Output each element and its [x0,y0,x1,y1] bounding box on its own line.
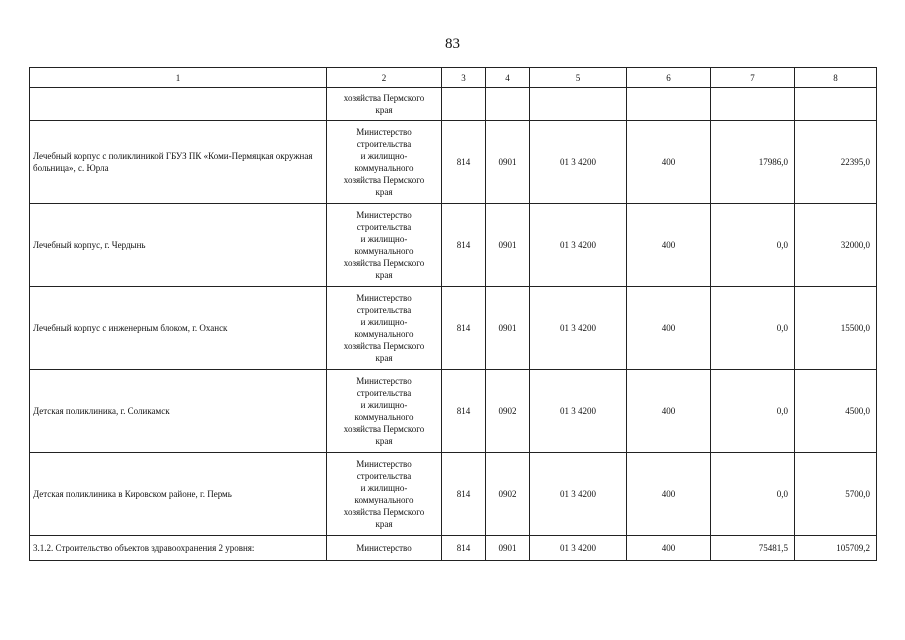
organization-line: края [375,270,393,280]
amount-col8-cell: 105709,2 [795,536,877,561]
organization-line: Министерство [356,543,412,553]
target-article-cell: 01 3 4200 [530,204,627,287]
organization-line: края [375,353,393,363]
organization-line: края [375,519,393,529]
organization-line: Министерство [356,293,412,303]
ministry-code-cell: 814 [442,453,486,536]
organization-line: края [375,105,393,115]
amount-col7-cell: 0,0 [711,204,795,287]
organization-line: строительства [356,388,412,398]
section-code-cell: 0901 [486,536,530,561]
ministry-code-cell: 814 [442,370,486,453]
organization-line: Министерство [356,376,412,386]
organization-line: хозяйства Пермского [343,93,425,103]
organization-line: края [375,436,393,446]
table-row [30,121,877,204]
object-name-cell: Лечебный корпус с инженерным блоком, г. Оханск [30,287,327,370]
column-header-4: 4 [486,68,530,88]
column-header-2: 2 [327,68,442,88]
column-header-8: 8 [795,68,877,88]
ministry-code-cell: 814 [442,121,486,204]
object-name-cell: Лечебный корпус, г. Чердынь [30,204,327,287]
section-code-cell: 0901 [486,204,530,287]
object-name-cell [30,88,327,121]
organization-line: хозяйства Пермского [343,175,425,185]
budget-table [29,67,877,561]
object-name-cell: 3.1.2. Строительство объектов здравоохранения 2 уровня: [30,536,327,561]
organization-line: коммунального [354,163,414,173]
organization-line: Министерство [356,459,412,469]
organization-line: хозяйства Пермского [343,258,425,268]
target-article-cell: 01 3 4200 [530,121,627,204]
organization-cell [327,287,442,370]
amount-col8-cell [795,88,877,121]
amount-col8-cell: 5700,0 [795,453,877,536]
amount-col8-cell: 15500,0 [795,287,877,370]
ministry-code-cell: 814 [442,204,486,287]
column-header-5: 5 [530,68,627,88]
column-header-1: 1 [30,68,327,88]
object-name-cell: Детская поликлиника, г. Соликамск [30,370,327,453]
organization-line: хозяйства Пермского [343,341,425,351]
organization-cell [327,370,442,453]
column-header-6: 6 [627,68,711,88]
expense-type-cell: 400 [627,370,711,453]
organization-line: и жилищно- [360,483,408,493]
target-article-cell: 01 3 4200 [530,287,627,370]
organization-line: и жилищно- [360,234,408,244]
organization-line: коммунального [354,246,414,256]
organization-line: строительства [356,471,412,481]
expense-type-cell: 400 [627,453,711,536]
amount-col7-cell: 17986,0 [711,121,795,204]
amount-col8-cell: 4500,0 [795,370,877,453]
ministry-code-cell [442,88,486,121]
table-row [30,287,877,370]
object-name-cell: Детская поликлиника в Кировском районе, г. Пермь [30,453,327,536]
organization-line: и жилищно- [360,151,408,161]
table-row [30,536,877,561]
target-article-cell [530,88,627,121]
amount-col7-cell: 75481,5 [711,536,795,561]
section-code-cell [486,88,530,121]
section-code-cell: 0901 [486,287,530,370]
table-row [30,204,877,287]
organization-cell [327,121,442,204]
organization-line: коммунального [354,329,414,339]
ministry-code-cell: 814 [442,536,486,561]
amount-col7-cell [711,88,795,121]
organization-line: хозяйства Пермского [343,507,425,517]
section-code-cell: 0902 [486,370,530,453]
section-code-cell: 0902 [486,453,530,536]
expense-type-cell: 400 [627,204,711,287]
organization-line: хозяйства Пермского [343,424,425,434]
target-article-cell: 01 3 4200 [530,453,627,536]
organization-cell [327,88,442,121]
object-name-cell: Лечебный корпус с поликлиникой ГБУЗ ПК «Коми-Пермяцкая окружная больница», с. Юрла [30,121,327,204]
organization-line: Министерство [356,210,412,220]
table-header-row [30,68,877,88]
organization-line: строительства [356,139,412,149]
organization-line: коммунального [354,495,414,505]
column-header-7: 7 [711,68,795,88]
section-code-cell: 0901 [486,121,530,204]
organization-cell [327,453,442,536]
organization-line: края [375,187,393,197]
expense-type-cell: 400 [627,536,711,561]
organization-line: и жилищно- [360,400,408,410]
organization-line: коммунального [354,412,414,422]
organization-line: строительства [356,222,412,232]
table-row [30,88,877,121]
column-header-3: 3 [442,68,486,88]
expense-type-cell [627,88,711,121]
amount-col7-cell: 0,0 [711,370,795,453]
organization-line: Министерство [356,127,412,137]
ministry-code-cell: 814 [442,287,486,370]
target-article-cell: 01 3 4200 [530,370,627,453]
amount-col8-cell: 22395,0 [795,121,877,204]
amount-col7-cell: 0,0 [711,453,795,536]
expense-type-cell: 400 [627,121,711,204]
table-row [30,370,877,453]
target-article-cell: 01 3 4200 [530,536,627,561]
organization-cell [327,536,442,561]
organization-cell [327,204,442,287]
amount-col7-cell: 0,0 [711,287,795,370]
table-row [30,453,877,536]
expense-type-cell: 400 [627,287,711,370]
organization-line: строительства [356,305,412,315]
amount-col8-cell: 32000,0 [795,204,877,287]
page-number: 83 [445,36,460,52]
organization-line: и жилищно- [360,317,408,327]
